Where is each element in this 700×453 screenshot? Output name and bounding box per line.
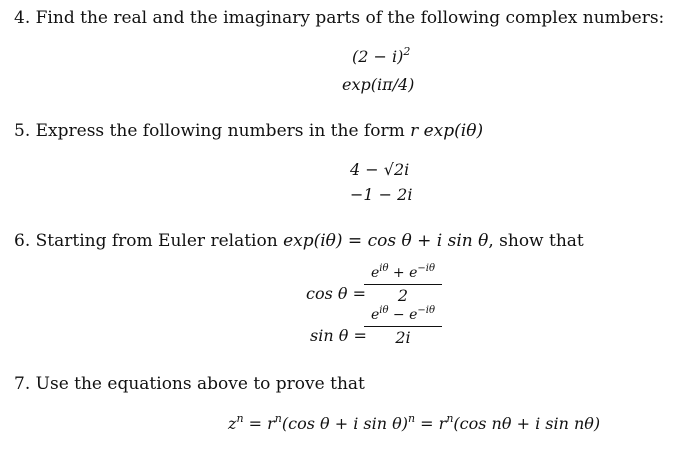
problem-5-text: Express the following numbers in the form — [35, 121, 411, 141]
problem-6-suffix: , show that — [488, 231, 584, 251]
problem-6-sin-fraction — [364, 306, 442, 347]
problem-7-equation: $z^n = r^n(\cos$ θ + i $\sin \theta)^n = r^n(\cos$ nθ + i sin nθ) — [228, 412, 601, 433]
problem-4-equation-1: $(2 - i)^2$ — [352, 45, 411, 66]
problem-5-equation-2: −1 − 2i — [350, 185, 413, 204]
problem-7-number: 7. — [14, 374, 31, 394]
problem-4-equation-2: exp(iπ/4) — [342, 75, 415, 94]
problem-6-cos-numerator: $e^{i\theta} + e^{-i\theta}$ — [364, 264, 442, 285]
problem-6-number: 6. — [14, 231, 31, 251]
problem-5-equation-1: 4 − √2i — [350, 160, 410, 179]
problem-6-statement — [14, 231, 584, 251]
problem-4-text: Find the real and the imaginary parts of the following complex numbers: — [35, 8, 665, 28]
problem-6-cos-fraction — [364, 264, 442, 305]
problem-4-number: 4. — [14, 8, 31, 28]
problem-6-sin-numerator: $e^{i\theta} - e^{-i\theta}$ — [364, 306, 442, 327]
problem-7-text: Use the equations above to prove that — [35, 374, 365, 394]
problem-7-statement — [14, 374, 365, 394]
problem-5-form: r exp(iθ) — [410, 121, 484, 141]
problem-5-statement — [14, 121, 483, 141]
problem-4-statement — [14, 8, 664, 28]
problem-4-equation-1-power: 2 — [403, 45, 411, 58]
problem-6-sin-denominator: 2i — [395, 328, 411, 347]
problem-6-cos-lhs: cos θ = — [306, 284, 367, 303]
problem-6-sin-lhs: sin θ = — [310, 326, 367, 345]
problem-6-cos-denominator: 2 — [397, 286, 409, 305]
problem-6-euler-relation: exp(iθ) = cos θ + i sin θ — [283, 231, 489, 251]
problem-6-text: Starting from Euler relation — [35, 231, 284, 251]
problem-5-number: 5. — [14, 121, 31, 141]
